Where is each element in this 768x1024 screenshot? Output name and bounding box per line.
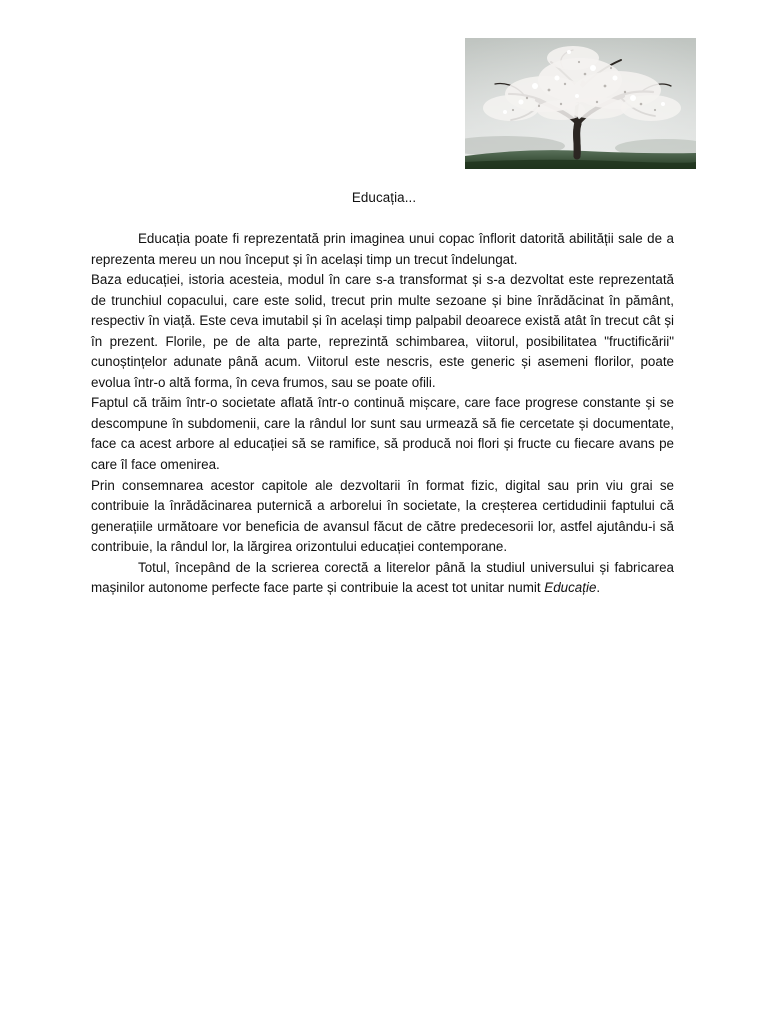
document-title: Educația... — [351, 190, 417, 205]
document-body — [91, 229, 674, 599]
flowering-tree-photo — [465, 38, 696, 169]
paragraph-society: Faptul că trăim într-o societate aflată într-o continuă mișcare, care face progrese constante și se descompune în subdomenii, care la rândul lor sunt sau urmează să fie cercetate și documentate, face ca acest arbore al educației să se ramifice, să producă noi flori și fructe cu fiecare avans pe care îl face omenirea. — [91, 395, 674, 473]
paragraph-closing — [91, 558, 674, 599]
closing-text: Totul, începând de la scrierea corectă a literelor până la studiul universului și fabricarea mașinilor autonome perfecte face parte și contribuie la acest tot unitar numit — [91, 559, 674, 596]
closing-emphasis: Educație — [544, 580, 597, 596]
paragraph-foundation: Baza educației, istoria acesteia, modul în care s-a transformat și s-a dezvoltat este reprezentată de trunchiul copacului, care este solid, trecut prin multe sezoane și bine înrădăcinat în pământ, respectiv în viață. Este ceva imutabil și în același timp palpabil deoarece există atât în trecut cât și în prezent. Florile, pe de alta parte, reprezintă schimbarea, viitorul, posibilitatea "fructificării" cunoștințelor adunate până acum. Viitorul este nescris, este generic și asemeni florilor, poate evolua într-o altă forma, în ceva frumos, sau se poate ofili. — [91, 272, 674, 390]
closing-end: . — [596, 580, 601, 596]
tree-icon — [465, 38, 696, 169]
paragraph-intro: Educația poate fi reprezentată prin imaginea unui copac înflorit datorită abilității sale de a reprezenta mereu un nou început și în același timp un trecut îndelungat. — [91, 231, 674, 267]
paragraph-recording: Prin consemnarea acestor capitole ale dezvoltarii în format fizic, digital sau prin viu grai se contribuie la înrădăcinarea puternică a arborelui în societate, la creșterea certidudinii faptului că generațiile următoare vor beneficia de avansul făcut de către predecesorii lor, astfel ajutându-i să contribuie, la rândul lor, la lărgirea orizontului educației contemporane. — [91, 477, 674, 555]
